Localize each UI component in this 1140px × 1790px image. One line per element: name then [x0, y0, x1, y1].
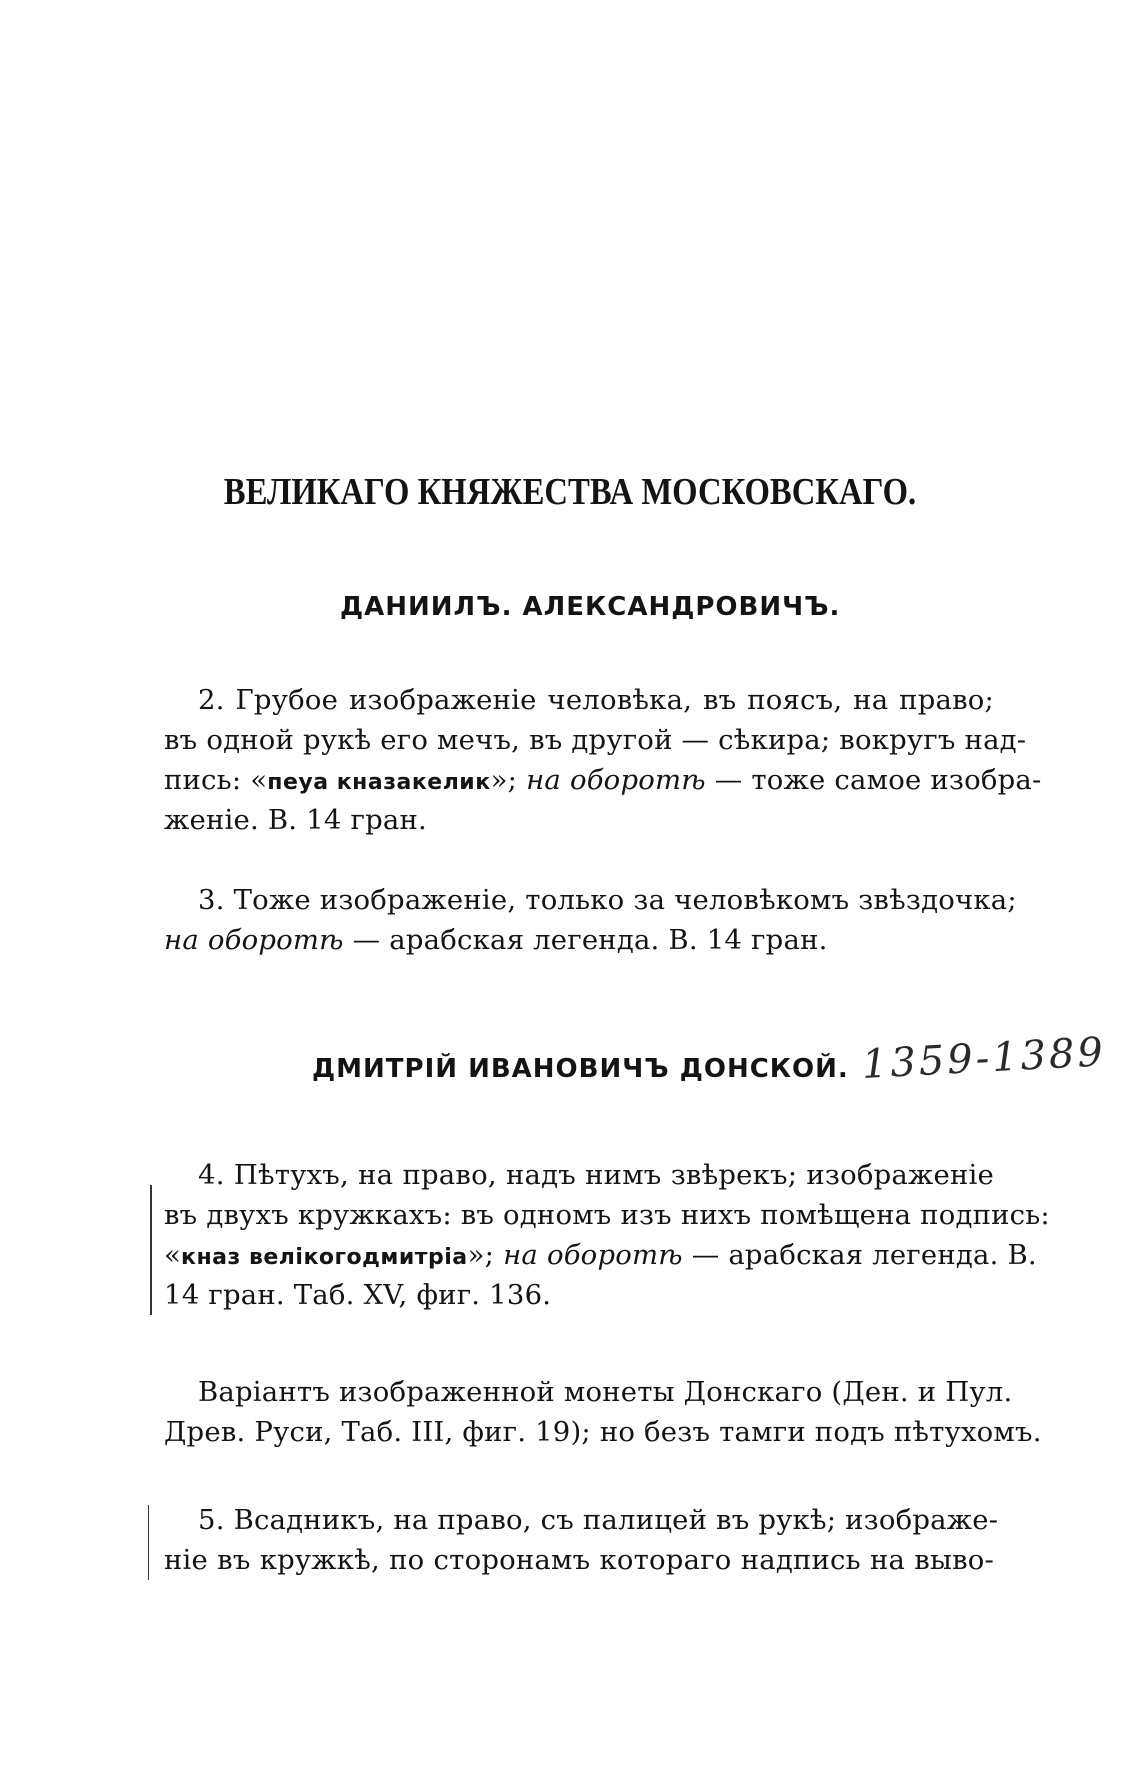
- variant-line-1: Варіантъ изображенной монеты Донскаго (Ден. и Пул.: [198, 1376, 1013, 1408]
- entry-3: [164, 880, 1017, 960]
- entry-2-line-4: женіе. В. 14 гран.: [164, 804, 427, 836]
- entry-5-line-1: 5. Всадникъ, на право, съ палицей въ рукѣ; изображе-: [198, 1504, 999, 1536]
- old-slavonic-inscription: кназ велікогодмитріа: [181, 1245, 468, 1270]
- entry-2-line-1: 2. Грубое изображеніе человѣка, въ поясъ, на право;: [198, 684, 994, 716]
- italic-reverse-label: на оборотѣ: [526, 764, 706, 796]
- entry-2: [164, 680, 1042, 840]
- margin-pencil-mark: [148, 1505, 149, 1580]
- entry-5: [164, 1500, 999, 1580]
- variant-note: [164, 1372, 1042, 1452]
- entry-4: [164, 1155, 1050, 1315]
- handwritten-dates-note: 1359-1389: [860, 1029, 1107, 1088]
- variant-line-2: Древ. Руси, Таб. III, фиг. 19); но безъ тамги подъ пѣтухомъ.: [164, 1416, 1042, 1448]
- italic-reverse-label: на оборотѣ: [164, 924, 344, 956]
- italic-reverse-label: на оборотѣ: [503, 1239, 683, 1271]
- entry-5-line-2: ніе въ кружкѣ, по сторонамъ котораго надпись на выво-: [164, 1544, 994, 1576]
- entry-4-line-1: 4. Пѣтухъ, на право, надъ нимъ звѣрекъ; изображеніе: [198, 1159, 994, 1191]
- text-fragment: — арабская легенда. В.: [682, 1239, 1037, 1271]
- entry-2-line-3: [164, 760, 1042, 800]
- entry-3-line-1: 3. Тоже изображеніе, только за человѣкомъ звѣздочка;: [198, 884, 1017, 916]
- section-title: ВЕЛИКАГО КНЯЖЕСТВА МОСКОВСКАГО.: [223, 471, 917, 513]
- entry-4-line-2: въ двухъ кружкахъ: въ одномъ изъ нихъ помѣщена подпись:: [164, 1199, 1050, 1231]
- entry-4-line-4: 14 гран. Таб. XV, фиг. 136.: [164, 1279, 552, 1311]
- old-slavonic-inscription: пеуа кназакелик: [267, 770, 491, 795]
- margin-pencil-mark: [150, 1185, 152, 1315]
- text-fragment: «: [164, 1239, 182, 1271]
- text-fragment: пись: «: [164, 764, 268, 796]
- entry-2-line-2: въ одной рукѣ его мечъ, въ другой — сѣкира; вокругъ над-: [164, 724, 1027, 756]
- text-fragment: »;: [467, 1239, 504, 1271]
- text-fragment: »;: [490, 764, 527, 796]
- entry-3-line-2: [164, 920, 994, 960]
- text-fragment: — тоже самое изобра-: [705, 764, 1042, 796]
- ruler-heading-daniil: ДАНИИЛЪ. АЛЕКСАНДРОВИЧЪ.: [340, 592, 841, 622]
- entry-4-line-3: [164, 1235, 1037, 1275]
- ruler-heading-dmitry: ДМИТРІЙ ИВАНОВИЧЪ ДОНСКОЙ.: [312, 1054, 849, 1084]
- text-fragment: — арабская легенда. В. 14 гран.: [343, 924, 828, 956]
